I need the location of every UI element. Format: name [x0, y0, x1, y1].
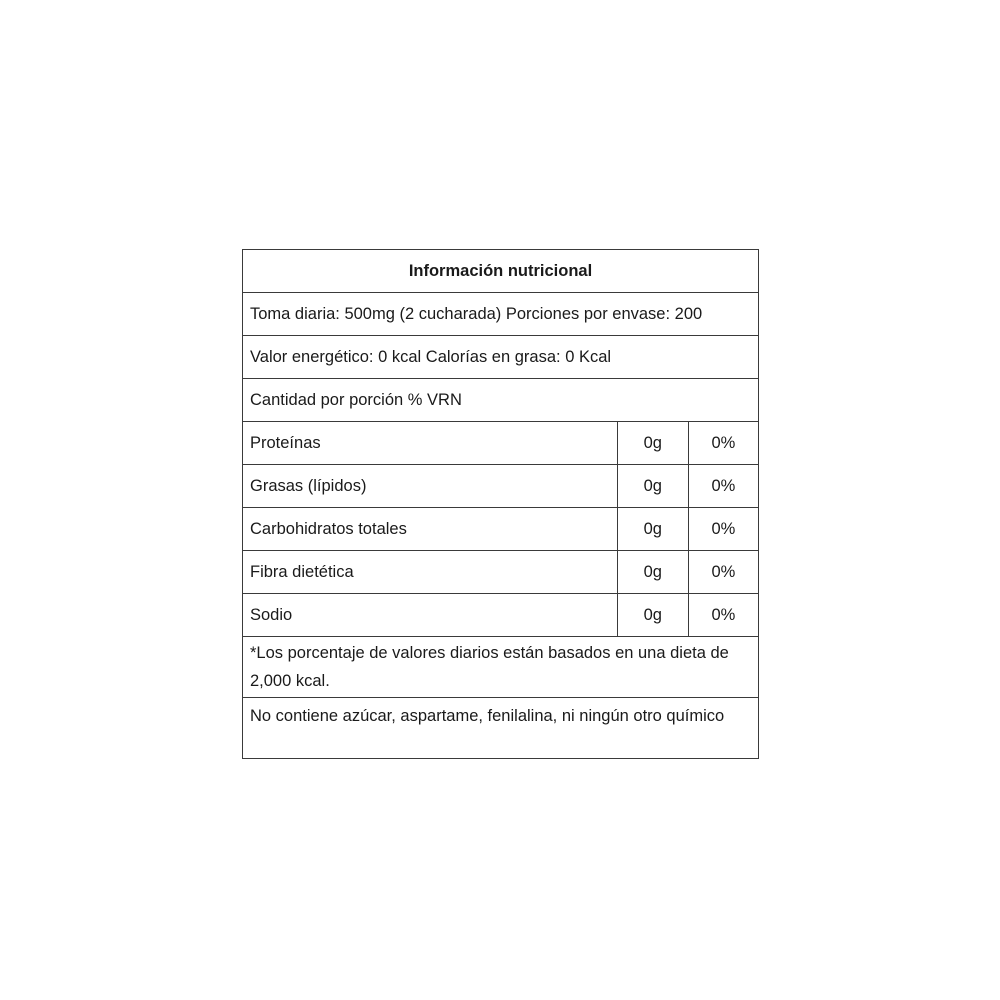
table-title: Información nutricional: [243, 250, 759, 293]
amount-header-row: [243, 379, 759, 422]
footnote-row: [243, 637, 759, 698]
table-row: [243, 465, 759, 508]
title-row: [243, 250, 759, 293]
nutrient-amount: 0g: [617, 465, 688, 508]
footnote-text: *Los porcentaje de valores diarios están basados en una dieta de 2,000 kcal.: [243, 637, 759, 698]
table-row: [243, 508, 759, 551]
nutrient-percent: 0%: [688, 508, 758, 551]
disclaimer-text: No contiene azúcar, aspartame, fenilalina, ni ningún otro químico: [243, 698, 759, 759]
serving-row: [243, 293, 759, 336]
nutrient-name: Carbohidratos totales: [243, 508, 618, 551]
nutrient-name: Proteínas: [243, 422, 618, 465]
nutrient-percent: 0%: [688, 422, 758, 465]
nutrition-facts-table: [242, 249, 759, 759]
disclaimer-row: [243, 698, 759, 759]
energy-info: Valor energético: 0 kcal Calorías en grasa: 0 Kcal: [243, 336, 759, 379]
energy-row: [243, 336, 759, 379]
table-row: [243, 551, 759, 594]
nutrient-name: Grasas (lípidos): [243, 465, 618, 508]
nutrient-percent: 0%: [688, 551, 758, 594]
table-row: [243, 422, 759, 465]
nutrient-amount: 0g: [617, 422, 688, 465]
nutrient-percent: 0%: [688, 465, 758, 508]
nutrient-amount: 0g: [617, 594, 688, 637]
nutrient-name: Sodio: [243, 594, 618, 637]
nutrient-amount: 0g: [617, 551, 688, 594]
nutrient-name: Fibra dietética: [243, 551, 618, 594]
nutrient-amount: 0g: [617, 508, 688, 551]
table-row: [243, 594, 759, 637]
amount-header: Cantidad por porción % VRN: [243, 379, 759, 422]
nutrient-percent: 0%: [688, 594, 758, 637]
serving-info: Toma diaria: 500mg (2 cucharada) Porciones por envase: 200: [243, 293, 759, 336]
